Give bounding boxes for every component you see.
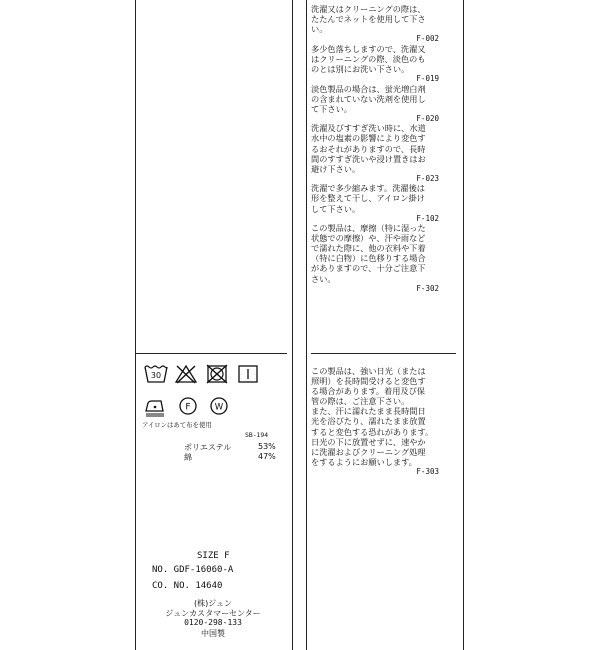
size-label: SIZE F (197, 551, 230, 561)
wash-temp-label: 30 (150, 371, 162, 380)
middle-border-left (292, 0, 293, 650)
professional-w-icon (209, 396, 229, 416)
wash-30-icon (143, 363, 169, 385)
fiber-name-cotton: 綿 (184, 453, 192, 462)
customer-center: ジュンカスタマーセンター (165, 609, 261, 618)
care-paragraph: 洗濯及びすすぎ洗い時に、水道 水中の塩素の影響により変色す るおそれがありますので、長時 間のすすぎ洗いや浸け置きはお 避け下さい。 (311, 123, 426, 174)
fiber-pct-cotton: 47% (258, 452, 276, 461)
care-code-label: F-020 (416, 113, 439, 123)
professional-w-label: W (214, 402, 224, 413)
color-number: CO. NO. 14640 (152, 581, 223, 591)
iron-note: アイロンはあて布を使用 (142, 421, 212, 429)
product-number: NO. GDF-16060-A (152, 565, 234, 575)
professional-f-label: F (185, 402, 191, 413)
fiber-name-polyester: ポリエステル (184, 443, 232, 452)
care-instructions-bottom (311, 366, 439, 476)
care-paragraph: この製品は、摩擦（特に湿った 状態での摩擦）や、汗や雨など で濡れた際に、他の衣料や下着 （特に白物）に色移りする場合 がありますので、十分ご注意下 さい。 (311, 223, 426, 284)
care-code-label: F-102 (416, 213, 439, 223)
company-name: (株)ジュン (193, 599, 233, 608)
care-code-label: F-303 (416, 466, 439, 476)
no-tumble-dry-icon (205, 364, 229, 384)
care-paragraph: 多少色落ちしますので、洗濯又 はクリーニングの際、淡色のも のとは別にお洗い下さい。 (311, 43, 426, 74)
professional-f-icon (178, 396, 198, 416)
care-code-label: F-019 (416, 74, 439, 84)
care-paragraph: 洗濯又はクリーニングの際は、 たたんでネットを使用して下さ い。 (311, 4, 426, 35)
care-code-label: F-023 (416, 173, 439, 183)
care-code-label: F-302 (416, 283, 439, 293)
care-paragraph: 洗濯で多少縮みます。洗濯後は 形を整えて干し、アイロン掛け して下さい。 (311, 183, 425, 214)
left-border (135, 0, 136, 650)
line-dry-icon (237, 364, 259, 384)
care-paragraph: この製品は、強い日光（または 照明）を長時間受けると変色す る場合があります。着用及び保 管の際は、ご注意下さい。 また、汗に濡れたまま長時間日 光を浴びたり、濡れたまま放置 すると変色する恐れがあります。 日光の下に放置せずに、速やか に洗濯およびクリーニング処理 をするようにお願いします。 (311, 366, 434, 467)
right-divider (311, 353, 456, 354)
left-divider (135, 353, 287, 354)
fiber-pct-polyester: 53% (258, 442, 276, 451)
phone-number: 0120-298-133 (184, 618, 242, 627)
right-border (463, 0, 464, 650)
care-code: SB-194 (245, 431, 269, 439)
no-bleach-icon (174, 364, 198, 384)
care-paragraph: 淡色製品の場合は、蛍光増白剤 の含まれていない洗剤を使用し て下さい。 (311, 83, 426, 114)
care-instructions-top (311, 4, 439, 293)
middle-border-right (306, 0, 307, 650)
iron-low-icon (143, 397, 167, 417)
country-of-origin: 中国製 (201, 629, 225, 638)
care-code-label: F-002 (416, 34, 439, 44)
